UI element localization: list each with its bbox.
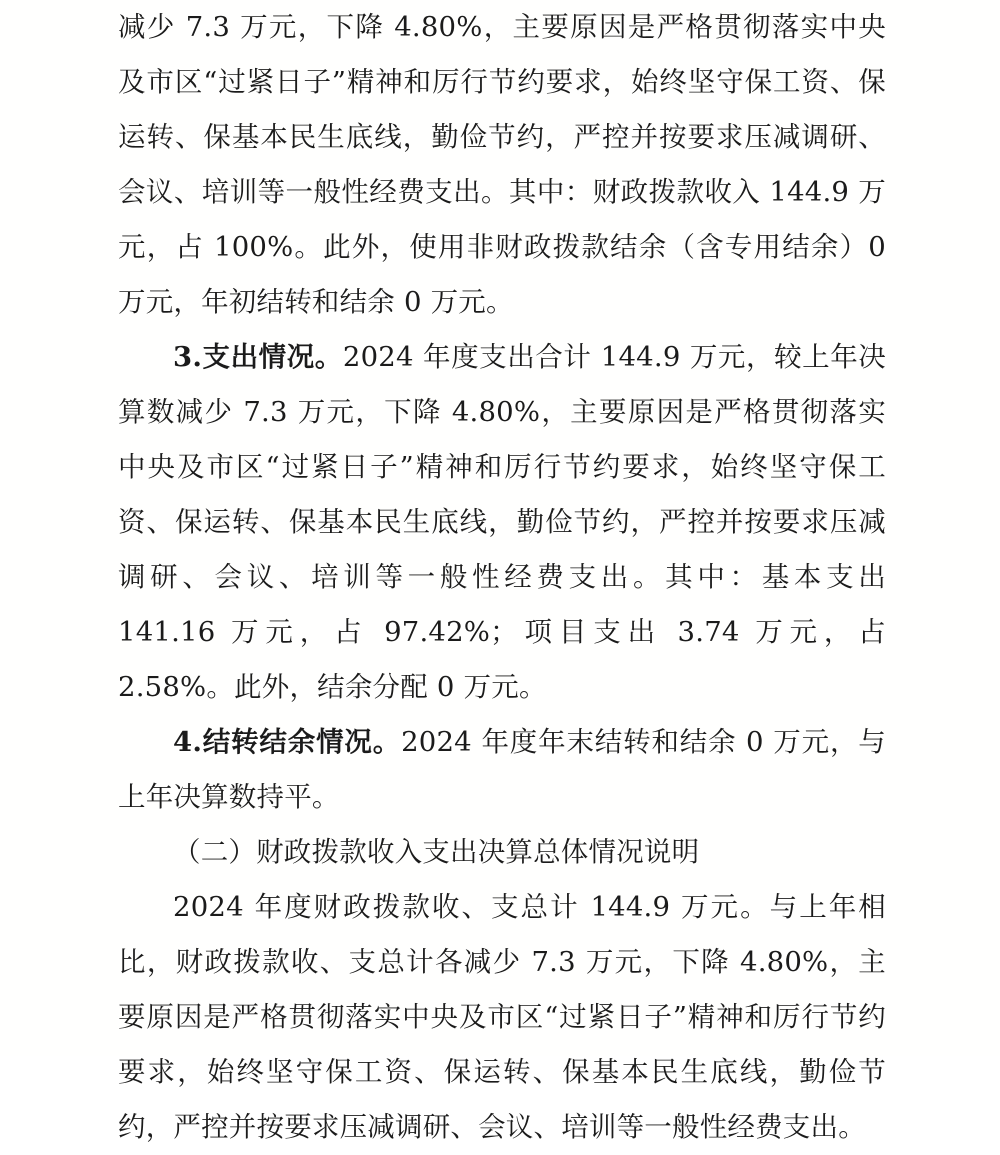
paragraph-appropriation (118, 880, 886, 1155)
section-heading-text: （二）财政拨款收入支出决算总体情况说明 (173, 836, 700, 868)
paragraph-lead-label: 4.结转结余情况。 (173, 726, 402, 758)
section-heading (118, 825, 886, 880)
paragraph-lead-label: 3.支出情况。 (173, 341, 343, 373)
paragraph-revenue-continued (118, 0, 886, 330)
document-body (118, 0, 886, 1155)
paragraph-text: 2024 年度支出合计 144.9 万元，较上年决算数减少 7.3 万元，下降 4.80%，主要原因是严格贯彻落实中央及市区“过紧日子”精神和厉行节约要求，始终坚守保工资、保运转、保基本民生底线，勤俭节约，严控并按要求压减调研、会议、培训等一般性经费支出。其中：基本支出 141.16 万元，占 97.42%；项目支出 3.74 万元，占 2.58%。此外，结余分配 0 万元。 (118, 341, 887, 703)
paragraph-carryover (118, 715, 886, 825)
paragraph-expenditure (118, 330, 886, 715)
paragraph-text: 2024 年度财政拨款收、支总计 144.9 万元。与上年相比，财政拨款收、支总计各减少 7.3 万元，下降 4.80%，主要原因是严格贯彻落实中央及市区“过紧日子”精神和厉行节约要求，始终坚守保工资、保运转、保基本民生底线，勤俭节约，严控并按要求压减调研、会议、培训等一般性经费支出。 (118, 891, 886, 1143)
paragraph-text: 2024 年度年末结转和结余 0 万元，与上年决算数持平。 (118, 726, 887, 813)
paragraph-text: 减少 7.3 万元，下降 4.80%，主要原因是严格贯彻落实中央及市区“过紧日子”精神和厉行节约要求，始终坚守保工资、保运转、保基本民生底线，勤俭节约，严控并按要求压减调研、会议、培训等一般性经费支出。其中：财政拨款收入 144.9 万元，占 100%。此外，使用非财政拨款结余（含专用结余）0 万元，年初结转和结余 0 万元。 (118, 11, 886, 318)
